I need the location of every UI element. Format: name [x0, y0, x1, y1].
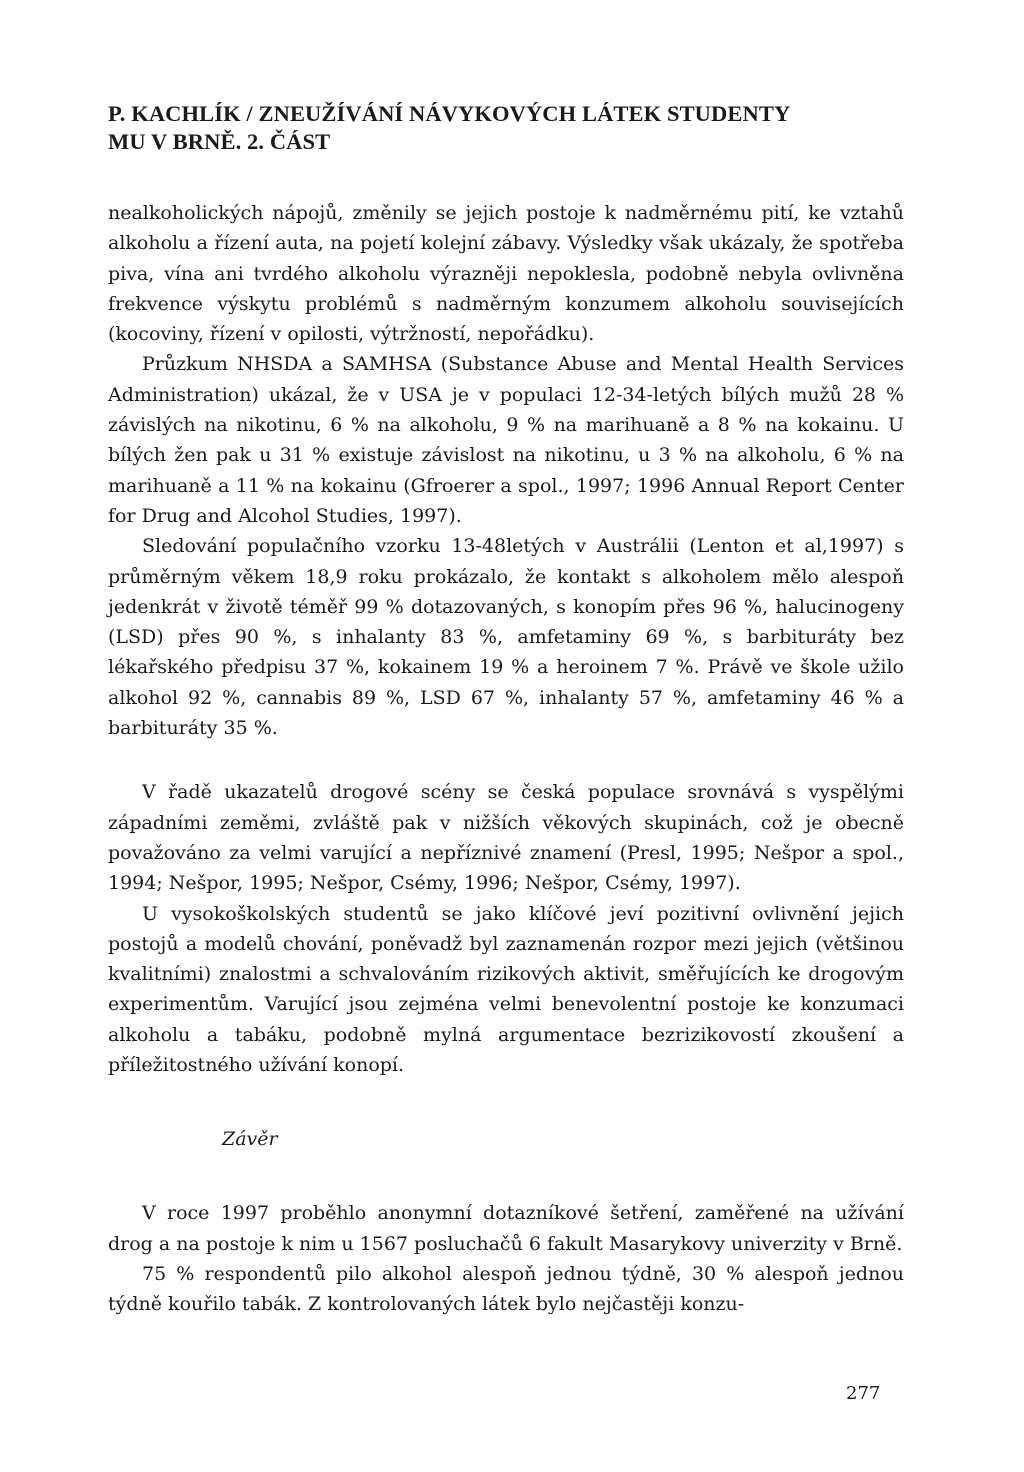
paragraph-4: V řadě ukazatelů drogové scény se česká populace srovnává s vyspělými západními zeměmi, zvláště pak v nižších věkových skupinách, což je obecně považováno za velmi varující a nepříznivé znamení (Presl, 1995; Nešpor a spol., 1994; Nešpor, 1995; Nešpor, Csémy, 1996; Nešpor, Csémy, 1997). — [108, 781, 904, 895]
paragraph-gap — [108, 743, 904, 777]
header-line-2: MU V BRNĚ. 2. ČÁST — [108, 129, 331, 154]
page-number: 277 — [846, 1383, 881, 1404]
paragraph-5: U vysokoškolských studentů se jako klíčové jeví pozitivní ovlivnění jejich postojů a modelů chování, poněvadž byl zaznamenán rozpor mezi jejich (většinou kvalitními) znalostmi a schvalováním rizikových aktivit, směřujících ke drogovým experimentům. Varující jsou zejména velmi benevolentní postoje ke konzumaci alkoholu a tabáku, podobně mylná argumentace bezrizikovostí zkoušení a příležitostného užívání konopí. — [108, 902, 904, 1077]
paragraph-1: nealkoholických nápojů, změnily se jejich postoje k nadměrnému pití, ke vztahů alkoholu a řízení auta, na pojetí kolejní zábavy. Výsledky však ukázaly, že spotřeba piva, vína ani tvrdého alkoholu výrazněji nepoklesla, podobně nebyla ovlivněna frekvence výskytu problémů s nadměrným konzumem alkoholu souvisejících (kocoviny, řízení v opilosti, výtržností, nepořádku). — [108, 202, 904, 346]
paragraph-6: V roce 1997 proběhlo anonymní dotazníkové šetření, zaměřené na užívání drog a na postoje k nim u 1567 posluchačů 6 fakult Masarykovy univerzity v Brně. — [108, 1202, 904, 1255]
section-heading: Závěr — [222, 1128, 278, 1151]
paragraph-2: Průzkum NHSDA a SAMHSA (Substance Abuse and Mental Health Services Administration) ukázal, že v USA je v populaci 12-34-letých bílých mužů 28 % závislých na nikotinu, 6 % na alkoholu, 9 % na marihuaně a 8 % na kokainu. U bílých žen pak u 31 % existuje závislost na nikotinu, u 3 % na alkoholu, 6 % na marihuaně a 11 % na kokainu (Gfroerer a spol., 1997; 1996 Annual Report Center for Drug and Alcohol Studies, 1997). — [108, 353, 904, 527]
running-header — [108, 100, 904, 156]
paragraph-3: Sledování populačního vzorku 13-48letých v Austrálii (Lenton et al,1997) s průměrným věkem 18,9 roku prokázalo, že kontakt s alkoholem mělo alespoň jedenkrát v životě téměř 99 % dotazovaných, s konopím přes 96 %, halucinogeny (LSD) přes 90 %, s inhalanty 83 %, amfetaminy 69 %, s barbituráty bez lékařského předpisu 37 %, kokainem 19 % a heroinem 7 %. Právě ve škole užilo alkohol 92 %, cannabis 89 %, LSD 67 %, inhalanty 57 %, amfetaminy 46 % a barbituráty 35 %. — [108, 535, 904, 740]
page-body — [108, 100, 904, 1320]
paragraph-7: 75 % respondentů pilo alkohol alespoň jednou týdně, 30 % alespoň jednou týdně kouřilo tabák. Z kontrolovaných látek bylo nejčastěji konzu- — [108, 1262, 904, 1316]
header-line-1: P. KACHLÍK / ZNEUŽÍVÁNÍ NÁVYKOVÝCH LÁTEK STUDENTY — [108, 101, 791, 126]
